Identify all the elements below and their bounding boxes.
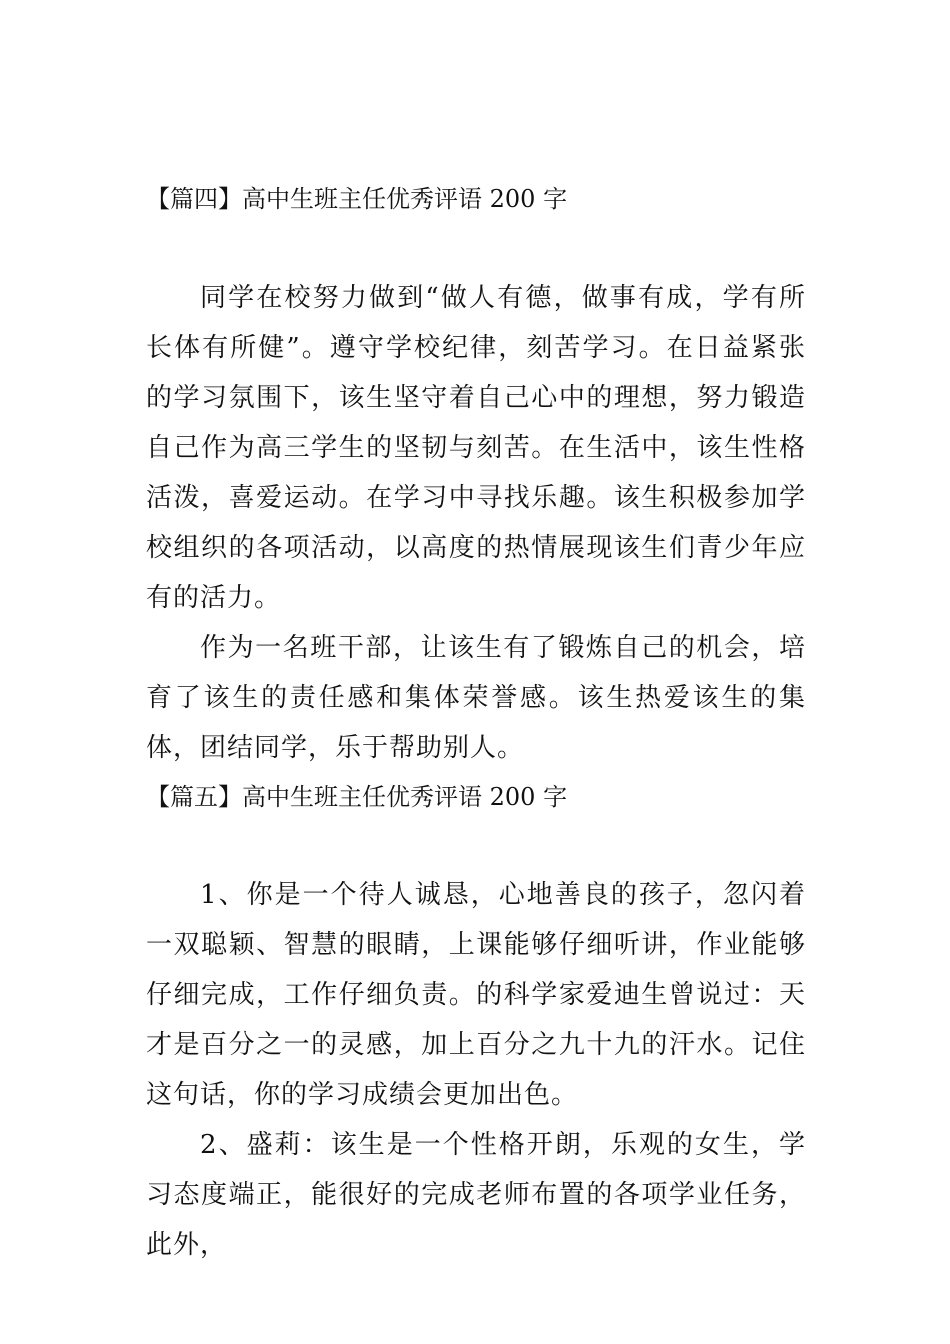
section-5-body bbox=[146, 870, 806, 1270]
section-5-paragraph-1: 1、你是一个待人诚恳，心地善良的孩子，忽闪着一双聪颖、智慧的眼睛，上课能够仔细听讲，作业能够仔细完成，工作仔细负责。的科学家爱迪生曾说过：天才是百分之一的灵感，加上百分之九十九的汗水。记住这句话，你的学习成绩会更加出色。 bbox=[146, 880, 806, 1110]
section-4-heading: 【篇四】高中生班主任优秀评语 200 字 bbox=[146, 185, 568, 213]
section-4-body bbox=[146, 273, 806, 773]
section-5-paragraph-2: 2、盛莉：该生是一个性格开朗，乐观的女生，学习态度端正，能很好的完成老师布置的各项学业任务，此外， bbox=[146, 1130, 806, 1260]
section-4-paragraph-1: 同学在校努力做到“做人有德，做事有成，学有所长体有所健”。遵守学校纪律，刻苦学习。在日益紧张的学习氛围下，该生坚守着自己心中的理想，努力锻造自己作为高三学生的坚韧与刻苦。在生活中，该生性格活泼，喜爱运动。在学习中寻找乐趣。该生积极参加学校组织的各项活动，以高度的热情展现该生们青少年应有的活力。 bbox=[146, 283, 806, 613]
section-4-paragraph-2: 作为一名班干部，让该生有了锻炼自己的机会，培育了该生的责任感和集体荣誉感。该生热爱该生的集体，团结同学，乐于帮助别人。 bbox=[146, 633, 806, 763]
section-5-heading: 【篇五】高中生班主任优秀评语 200 字 bbox=[146, 783, 568, 811]
